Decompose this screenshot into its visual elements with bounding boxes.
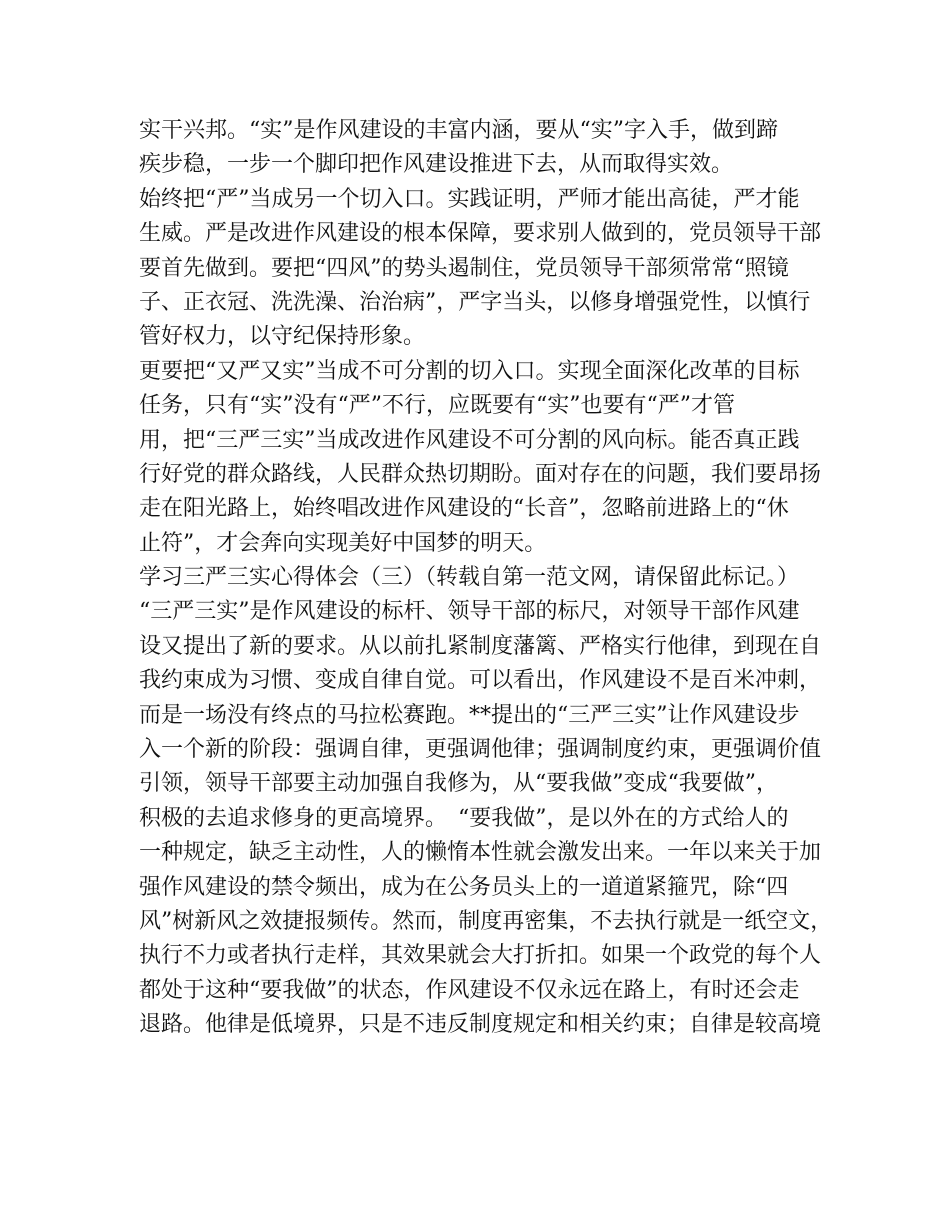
text-line: 风”树新风之效捷报频传。然而，制度再密集，不去执行就是一纸空文， <box>139 908 833 934</box>
text-line: 管好权力，以守纪保持形象。 <box>139 324 426 350</box>
text-line: 任务，只有“实”没有“严”不行，应既要有“实”也要有“严”才管 <box>139 393 735 419</box>
document-body <box>139 114 839 1043</box>
text-line: 生威。严是改进作风建设的根本保障，要求别人做到的，党员领导干部 <box>139 221 822 247</box>
text-line: 设又提出了新的要求。从以前扎紧制度藩篱、严格实行他律，到现在自 <box>139 633 822 659</box>
text-line: 要首先做到。要把“四风”的势头遏制住，党员领导干部须常常“照镜 <box>139 255 789 281</box>
text-line: 行好党的群众路线，人民群众热切期盼。面对存在的问题，我们要昂扬 <box>139 461 822 487</box>
text-line: 而是一场没有终点的马拉松赛跑。**提出的“三严三实”让作风建设步 <box>139 702 800 728</box>
text-line: 走在阳光路上，始终唱改进作风建设的“长音”，忽略前进路上的“休 <box>139 496 789 522</box>
text-line: 都处于这种“要我做”的状态，作风建设不仅永远在路上，有时还会走 <box>139 977 800 1003</box>
text-line: 疾步稳，一步一个脚印把作风建设推进下去，从而取得实效。 <box>139 152 734 178</box>
text-line: 更要把“又严又实”当成不可分割的切入口。实现全面深化改革的目标 <box>139 358 800 384</box>
text-line: 止符”，才会奔向实现美好中国梦的明天。 <box>139 530 547 556</box>
text-line: 执行不力或者执行走样，其效果就会大打折扣。如果一个政党的每个人 <box>139 943 822 969</box>
text-line: 强作风建设的禁令频出，成为在公务员头上的一道道紧箍咒，除“四 <box>139 874 789 900</box>
text-line: 一种规定，缺乏主动性，人的懒惰本性就会激发出来。一年以来关于加 <box>139 840 822 866</box>
section-title: 学习三严三实心得体会（三）（转载自第一范文网，请保留此标记。） <box>139 565 800 591</box>
text-line: 入一个新的阶段：强调自律，更强调他律；强调制度约束，更强调价值 <box>139 737 822 763</box>
text-line: 子、正衣冠、洗洗澡、治治病”，严字当头，以修身增强党性，以慎行 <box>139 289 811 315</box>
text-line: 退路。他律是低境界，只是不违反制度规定和相关约束；自律是较高境 <box>139 1012 822 1038</box>
text-line: 实干兴邦。“实”是作风建设的丰富内涵，要从“实”字入手，做到蹄 <box>139 118 778 143</box>
text-line: 始终把“严”当成另一个切入口。实践证明，严师才能出高徒，严才能 <box>139 186 800 212</box>
text-line: 用，把“三严三实”当成改进作风建设不可分割的风向标。能否真正践 <box>139 427 800 453</box>
text-line: 引领，领导干部要主动加强自我修为，从“要我做”变成“我要做”， <box>139 771 778 797</box>
text-line: 我约束成为习惯、变成自律自觉。可以看出，作风建设不是百米冲刺， <box>139 668 822 694</box>
text-line: “三严三实”是作风建设的标杆、领导干部的标尺，对领导干部作风建 <box>139 599 800 625</box>
text-line: 积极的去追求修身的更高境界。 “要我做”，是以外在的方式给人的 <box>139 805 789 831</box>
